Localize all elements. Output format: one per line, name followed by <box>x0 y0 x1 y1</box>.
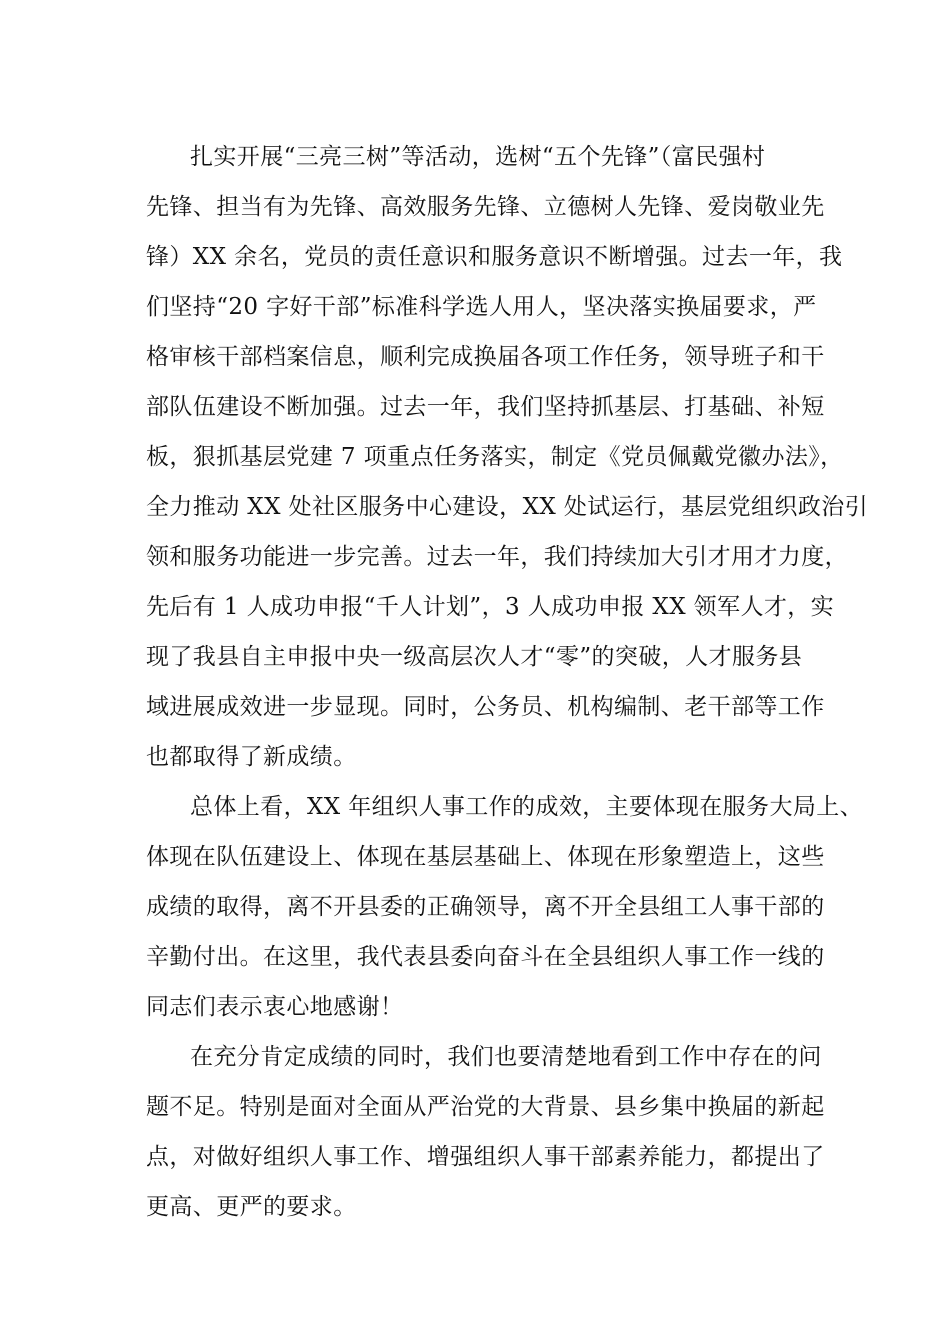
text-line: 们坚持“20 字好干部”标准科学选人用人，坚决落实换届要求，严 <box>146 294 817 320</box>
text-line: 辛勤付出。在这里，我代表县委向奋斗在全县组织人事工作一线的 <box>146 944 825 970</box>
paragraph-achievements <box>146 132 869 782</box>
text-line: 总体上看，XX 年组织人事工作的成效，主要体现在服务大局上、 <box>190 794 864 820</box>
document-body <box>146 132 869 1232</box>
text-line: 先后有 1 人成功申报“千人计划”，3 人成功申报 XX 领军人才，实 <box>146 594 835 620</box>
text-line: 也都取得了新成绩。 <box>146 744 357 770</box>
text-line: 同志们表示衷心地感谢！ <box>146 994 404 1020</box>
text-line: 现了我县自主申报中央一级高层次人才“零”的突破，人才服务县 <box>146 644 803 670</box>
text-line: 扎实开展“三亮三树”等活动，选树“五个先锋”（富民强村 <box>190 144 766 170</box>
text-line: 格审核干部档案信息，顺利完成换届各项工作任务，领导班子和干 <box>146 344 825 370</box>
text-line: 更高、更严的要求。 <box>146 1194 357 1220</box>
text-line: 点，对做好组织人事工作、增强组织人事干部素养能力，都提出了 <box>146 1144 825 1170</box>
paragraph-summary <box>146 782 864 1032</box>
text-line: 域进展成效进一步显现。同时，公务员、机构编制、老干部等工作 <box>146 694 825 720</box>
text-line: 锋）XX 余名，党员的责任意识和服务意识不断增强。过去一年，我 <box>146 244 843 270</box>
text-line: 全力推动 XX 处社区服务中心建设，XX 处试运行，基层党组织政治引 <box>146 494 869 520</box>
text-line: 成绩的取得，离不开县委的正确领导，离不开全县组工人事干部的 <box>146 894 825 920</box>
text-line: 部队伍建设不断加强。过去一年，我们坚持抓基层、打基础、补短 <box>146 394 825 420</box>
text-line: 板，狠抓基层党建 7 项重点任务落实，制定《党员佩戴党徽办法》， <box>146 444 844 470</box>
paragraph-shortcomings <box>146 1032 836 1232</box>
text-line: 领和服务功能进一步完善。过去一年，我们持续加大引才用才力度， <box>146 544 848 570</box>
text-line: 先锋、担当有为先锋、高效服务先锋、立德树人先锋、爱岗敬业先 <box>146 194 825 220</box>
text-line: 题不足。特别是面对全面从严治党的大背景、县乡集中换届的新起 <box>146 1094 825 1120</box>
text-line: 在充分肯定成绩的同时，我们也要清楚地看到工作中存在的问 <box>190 1044 822 1070</box>
text-line: 体现在队伍建设上、体现在基层基础上、体现在形象塑造上，这些 <box>146 844 825 870</box>
